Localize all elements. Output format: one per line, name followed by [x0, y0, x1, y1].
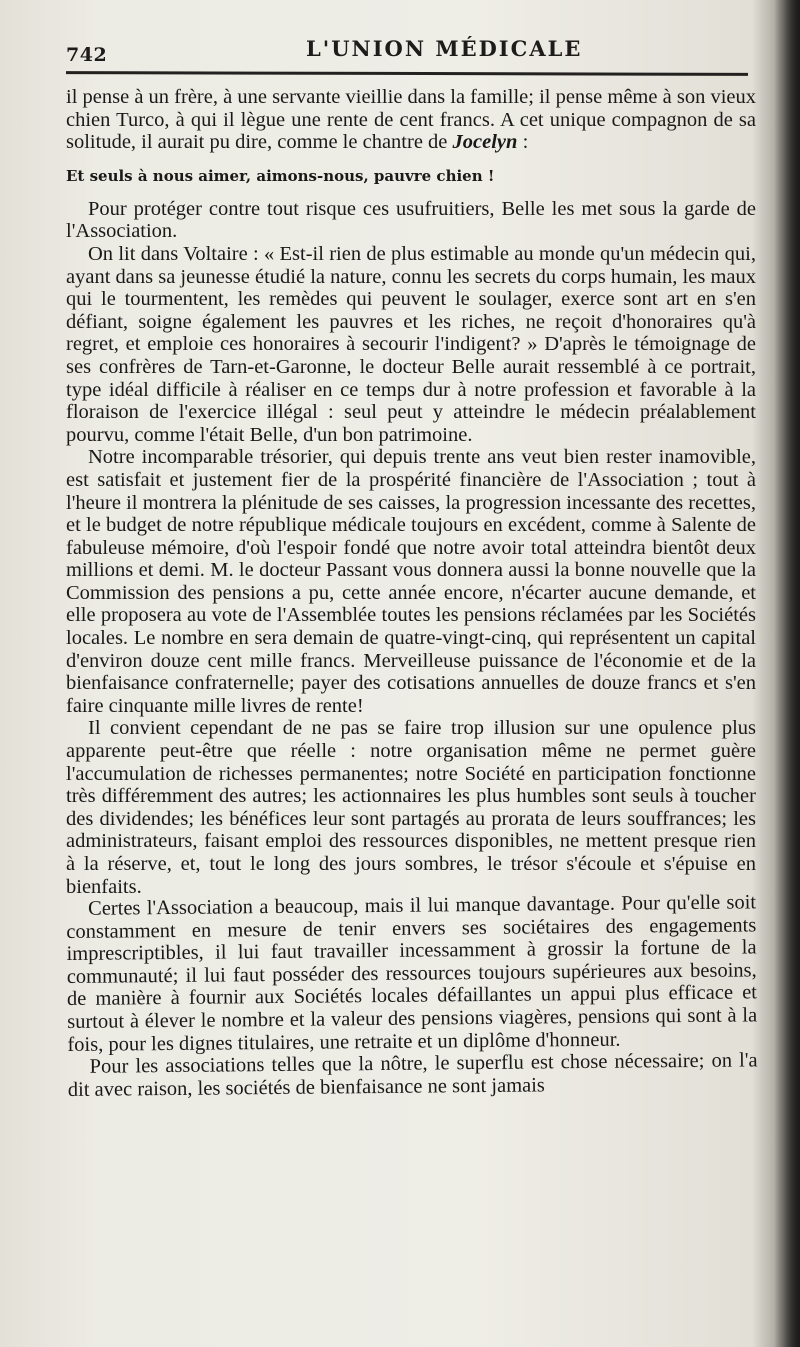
- spacer: [66, 154, 756, 167]
- spacer: [66, 185, 756, 198]
- book-spine-shadow: [774, 0, 800, 1347]
- page-number: 742: [66, 44, 108, 66]
- paragraph: Pour les associations telles que la nôtre, le superflu est chose nécessaire; on l'a dit avec raison, les sociétés de bienfaisance ne sont jamais: [67, 1049, 758, 1101]
- poem-title: Jocelyn: [452, 131, 518, 154]
- poem-title-colon: :: [517, 131, 529, 154]
- paragraph: Certes l'Association a beaucoup, mais il lui manque davantage. Pour qu'elle soit constamment en mesure de tenir envers ses sociétaires des engagements imprescriptibles, il lui faut travailler incessamment à grossir la fortune de la communauté; il lui faut posséder des ressources toujours supérieures aux besoins, de manière à fournir aux Sociétés locales défaillantes un appui plus efficace et surtout à élever le nombre et la valeur des pensions viagères, pensions qui sont à la fois, pour les dignes titulaires, une retraite et un diplôme d'honneur.: [66, 891, 758, 1056]
- paragraph: Il convient cependant de ne pas se faire trop illusion sur une opulence plus apparente peut-être que réelle : notre organisation même ne permet guère l'accumulation de richesses permanentes; notre Société en participation fonctionne très différemment des autres; les actionnaires les plus humbles sont seuls à toucher des dividendes; les bénéfices leur sont partagés au prorata de leurs souffrances; les administrateurs, faisant emploi des ressources disponibles, ne mettent presque rien à la réserve, et, tout le long des jours sombres, le trésor s'écoule et s'épuise en bienfaits.: [66, 717, 756, 898]
- paragraph: Notre incomparable trésorier, qui depuis trente ans veut bien rester inamovible, est satisfait et justement fier de la prospérité financière de l'Association ; tout à l'heure il montrera la plénitude de ses caisses, la progression incessante des recettes, et le budget de notre république médicale toujours en excédent, comme à Salente de fabuleuse mémoire, d'où l'espoir fondé que notre avoir total atteindra bientôt deux millions et demi. M. le docteur Passant vous donnera aussi la bonne nouvelle que la Commission des pensions a pu, cette année encore, n'écarter aucune demande, et elle proposera au vote de l'Assemblée toutes les pensions réclamées par les Sociétés locales. Le nombre en sera demain de quatre-vingt-cinq, qui représentent un capital d'environ douze cent mille francs. Merveilleuse puissance de l'économie et de la bienfaisance confraternelle; payer des cotisations annuelles de douze francs et s'en faire cinquante mille livres de rente!: [66, 446, 756, 717]
- page-header: [66, 34, 746, 66]
- article-body: [66, 86, 756, 1102]
- paragraph: Pour protéger contre tout risque ces usufruitiers, Belle les met sous la garde de l'Association.: [66, 197, 756, 243]
- lower-text-block: [66, 892, 758, 1102]
- paragraph: On lit dans Voltaire : « Est-il rien de plus estimable au monde qu'un médecin qui, ayant dans sa jeunesse étudié la nature, connu les secrets du corps humain, les maux qui le tourmentent, les remèdes qui peuvent le soulager, exerce sont art en s'en défiant, soigne également les pauvres et les riches, ne reçoit d'honoraires qu'à regret, et emploie ces honoraires à secourir l'indigent? » D'après le témoignage de ses confrères de Tarn-et-Garonne, le docteur Belle aurait ressemblé à ce portrait, type idéal difficile à réaliser en ce temps dur à notre profession et favorable à la floraison de l'exercice illégal : seul peut y atteindre le médecin préalablement pourvu, comme l'était Belle, d'un bon patrimoine.: [66, 242, 756, 446]
- paragraph-continuation: [66, 86, 756, 154]
- paragraph-text: il pense à un frère, à une servante vieillie dans la famille; il pense même à son vieux chien Turco, à qui il lègue une rente de cent francs. A cet unique compagnon de sa solitude, il aurait pu dire, comme le chantre de: [66, 86, 756, 154]
- verse-quote: Et seuls à nous aimer, aimons-nous, pauvre chien !: [66, 166, 495, 185]
- running-title: L'UNION MÉDICALE: [306, 36, 583, 61]
